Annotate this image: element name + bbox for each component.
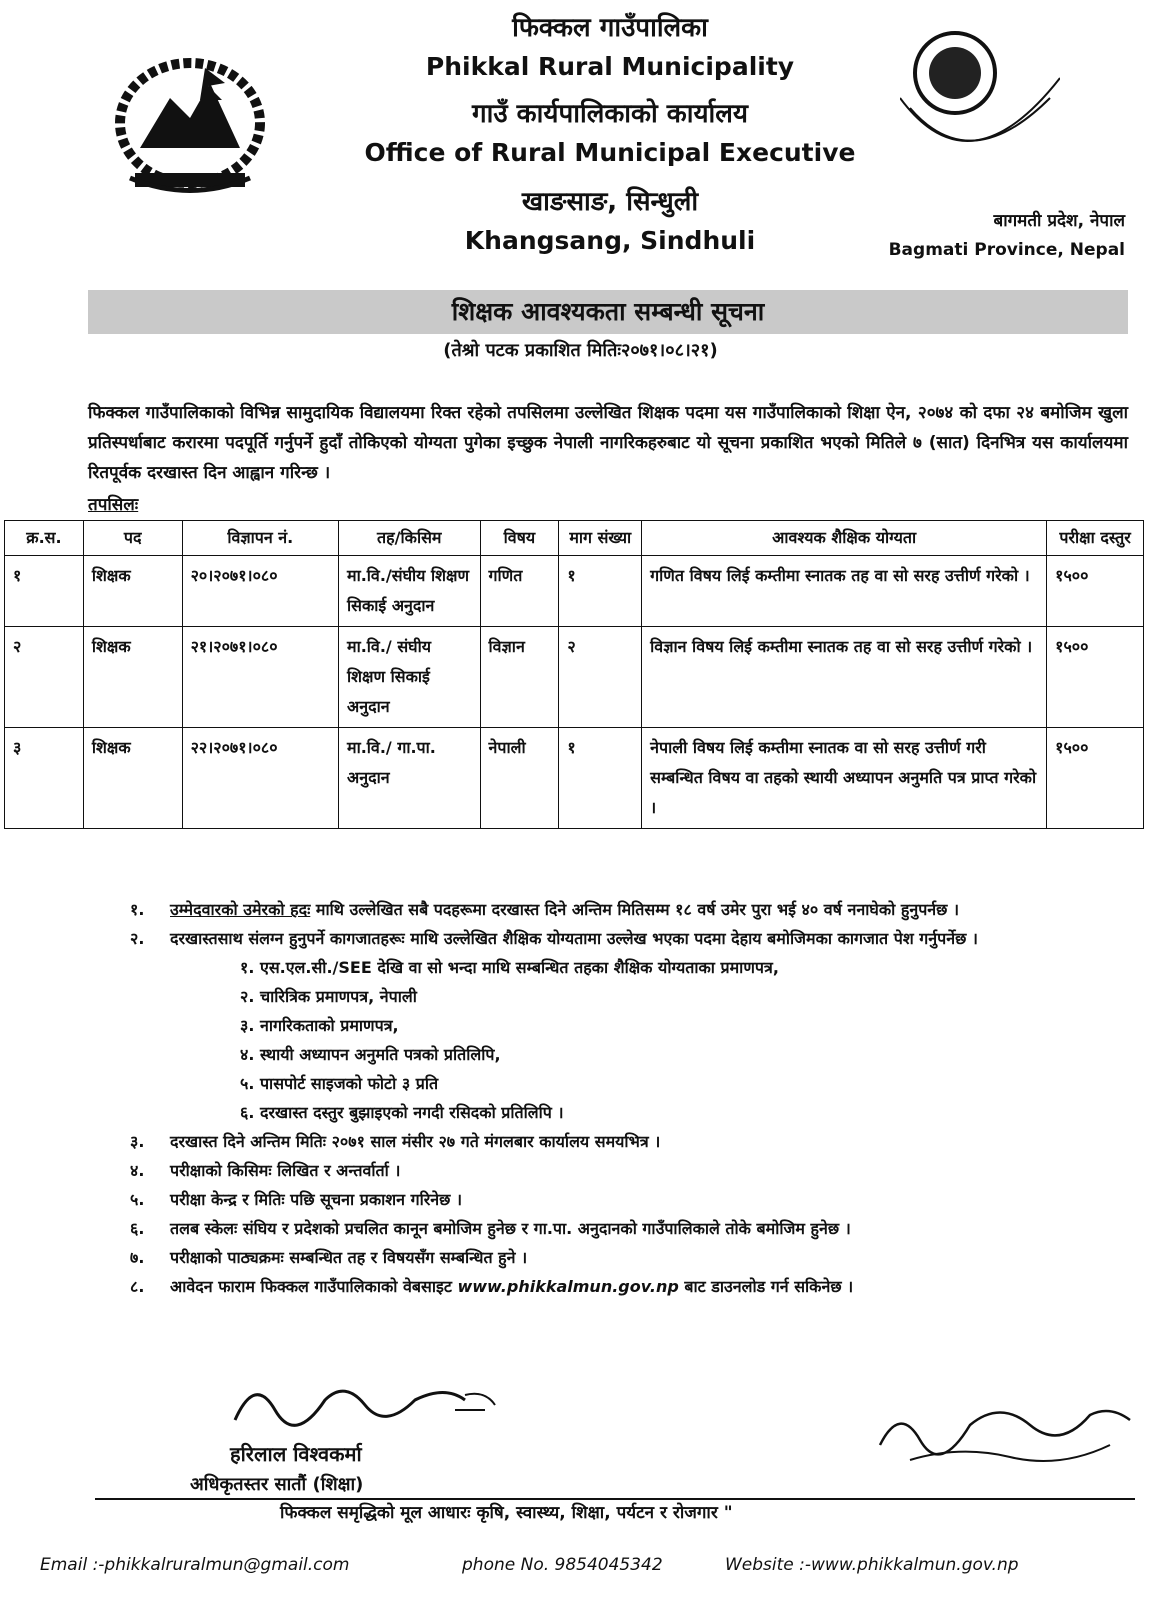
nepal-emblem-icon (100, 38, 280, 198)
note-item (130, 1185, 1140, 1214)
office-seal-icon (900, 18, 1060, 168)
tapsil-label: तपसिलः (88, 495, 139, 515)
note-item (130, 924, 1140, 953)
cell-level: मा.वि./ संघीय शिक्षण सिकाई अनुदान (339, 627, 481, 728)
documents-list (240, 953, 1140, 1127)
document-item: १. एस.एल.सी./SEE देखि वा सो भन्दा माथि सम्बन्धित तहका शैक्षिक योग्यताका प्रमाणपत्र, (240, 958, 779, 977)
note-text: आवेदन फाराम फिक्कल गाउँपालिकाको वेबसाइट (170, 1277, 458, 1296)
note-item (130, 1214, 1140, 1243)
note-item (130, 1156, 1140, 1185)
note-text: परीक्षाको पाठ्यक्रमः सम्बन्धित तह र विषयसँग सम्बन्धित हुने । (170, 1248, 528, 1267)
signatory-name: हरिलाल विश्वकर्मा (230, 1442, 362, 1466)
note-item (130, 895, 1140, 924)
table-row (5, 627, 1144, 728)
document-item: ४. स्थायी अध्यापन अनुमति पत्रको प्रतिलिपि, (240, 1045, 501, 1064)
intro-paragraph: फिक्कल गाउँपालिकाको विभिन्न सामुदायिक विद्यालयमा रिक्त रहेको तपसिलमा उल्लेखित शिक्षक पदमा यस गाउँपालिकाको शिक्षा ऐन, २०७४ को दफा २४ बमोजिम खुला प्रतिस्पर्धाबाट करारमा पदपूर्ति गर्नुपर्ने हुदाँ तोकिएको योग्यता पुगेका इच्छुक नेपाली नागरिकहरुबाट यो सूचना प्रकाशित भएको मितिले ७ (सात) दिनभित्र यस कार्यालयमा रितपूर्वक दरखास्त दिन आह्वान गरिन्छ । (88, 403, 1128, 483)
document-item: ३. नागरिकताको प्रमाणपत्र, (240, 1016, 399, 1035)
footer-phone: phone No. 9854045342 (462, 1555, 663, 1575)
col-header: आवश्यक शैक्षिक योग्यता (642, 521, 1047, 556)
note-text: माथि उल्लेखित सबै पदहरूमा दरखास्त दिने अन्तिम मितिसम्म १८ वर्ष उमेर पुरा भई ४० वर्ष ननाघेको हुनुपर्नछ । (310, 900, 960, 919)
province-np: बागमती प्रदेश, नेपाल (993, 211, 1125, 231)
document-item: २. चारित्रिक प्रमाणपत्र, नेपाली (240, 987, 417, 1006)
note-number: ८. (130, 1277, 145, 1296)
cell-level: मा.वि./ गा.पा. अनुदान (339, 728, 481, 829)
col-header: परीक्षा दस्तुर (1047, 521, 1144, 556)
note-text: परीक्षा केन्द्र र मितिः पछि सूचना प्रकाशन गरिनेछ । (170, 1190, 463, 1209)
note-number: १. (130, 900, 145, 919)
vacancy-table (4, 520, 1144, 829)
cell-qualification: नेपाली विषय लिई कम्तीमा स्नातक वा सो सरह उत्तीर्ण गरी सम्बन्धित विषय वा तहको स्थायी अध्यापन अनुमति पत्र प्राप्त गरेको । (642, 728, 1047, 829)
cell-demand: १ (559, 728, 642, 829)
cell-ad-no: २०।२०७१।०८० (182, 556, 338, 627)
cell-qualification: गणित विषय लिई कम्तीमा स्नातक तह वा सो सरह उत्तीर्ण गरेको । (642, 556, 1047, 627)
col-header: विज्ञापन नं. (182, 521, 338, 556)
table-row (5, 556, 1144, 627)
note-number: ७. (130, 1248, 145, 1267)
cell-qualification: विज्ञान विषय लिई कम्तीमा स्नातक तह वा सो सरह उत्तीर्ण गरेको । (642, 627, 1047, 728)
cell-subject: नेपाली (480, 728, 559, 829)
municipality-name-en: Phikkal Rural Municipality (425, 52, 795, 81)
note-number: ६. (130, 1219, 145, 1238)
table-header-row (5, 521, 1144, 556)
note-label: उम्मेदवारको उमेरको हदः (170, 900, 311, 919)
cell-subject: विज्ञान (480, 627, 559, 728)
cell-sn: १ (5, 556, 84, 627)
note-item (130, 1127, 1140, 1156)
col-header: विषय (480, 521, 559, 556)
signature-icon (870, 1385, 1140, 1475)
office-name-np: गाउँ कार्यपालिकाको कार्यालय (472, 99, 748, 129)
note-number: ३. (130, 1132, 145, 1151)
cell-post: शिक्षक (83, 728, 182, 829)
cell-ad-no: २१।२०७१।०८० (182, 627, 338, 728)
note-number: ४. (130, 1161, 145, 1180)
note-text: दरखास्तसाथ संलग्न हुनुपर्ने कागजातहरूः माथि उल्लेखित शैक्षिक योग्यतामा उल्लेख भएका पदमा देहाय बमोजिमका कागजात पेश गर्नुपर्नेछ । (170, 929, 978, 948)
footer-website[interactable]: Website :-www.phikkalmun.gov.np (725, 1555, 1019, 1575)
col-header: क्र.स. (5, 521, 84, 556)
note-number: २. (130, 929, 145, 948)
cell-fee: १५०० (1047, 556, 1144, 627)
note-text: बाट डाउनलोड गर्न सकिनेछ । (678, 1277, 854, 1296)
municipality-name-np: फिक्कल गाउँपालिका (512, 13, 708, 43)
cell-sn: २ (5, 627, 84, 728)
document-item: ५. पासपोर्ट साइजको फोटो ३ प्रति (240, 1074, 439, 1093)
cell-level: मा.वि./संघीय शिक्षण सिकाई अनुदान (339, 556, 481, 627)
note-item (130, 1243, 1140, 1272)
place-np: खाङसाङ, सिन्धुली (521, 187, 699, 217)
cell-demand: १ (559, 556, 642, 627)
cell-subject: गणित (480, 556, 559, 627)
note-number: ५. (130, 1190, 145, 1209)
document-item: ६. दरखास्त दस्तुर बुझाइएको नगदी रसिदको प्रतिलिपि । (240, 1103, 564, 1122)
col-header: तह/किसिम (339, 521, 481, 556)
notes-list (130, 895, 1140, 1301)
note-text: परीक्षाको किसिमः लिखित र अन्तर्वार्ता । (170, 1161, 401, 1180)
cell-ad-no: २२।२०७१।०८० (182, 728, 338, 829)
notice-subtitle: (तेश्रो पटक प्रकाशित मितिः२०७१।०८।२१) (443, 340, 718, 361)
col-header: माग संख्या (559, 521, 642, 556)
footer-email[interactable]: Email :-phikkalruralmun@gmail.com (40, 1555, 350, 1575)
note-text: तलब स्केलः संघिय र प्रदेशको प्रचलित कानून बमोजिम हुनेछ र गा.पा. अनुदानको गाउँपालिकाले तोके बमोजिम हुनेछ । (170, 1219, 851, 1238)
cell-sn: ३ (5, 728, 84, 829)
signature-icon (215, 1370, 515, 1450)
website-link[interactable]: www.phikkalmun.gov.np (457, 1277, 679, 1296)
office-name-en: Office of Rural Municipal Executive (364, 138, 856, 167)
cell-fee: १५०० (1047, 728, 1144, 829)
cell-demand: २ (559, 627, 642, 728)
table-row (5, 728, 1144, 829)
cell-fee: १५०० (1047, 627, 1144, 728)
notice-title: शिक्षक आवश्यकता सम्बन्धी सूचना (88, 290, 1128, 334)
province-en: Bagmati Province, Nepal (888, 240, 1125, 260)
cell-post: शिक्षक (83, 627, 182, 728)
note-text: दरखास्त दिने अन्तिम मितिः २०७१ साल मंसीर २७ गते मंगलबार कार्यालय समयभित्र । (170, 1132, 661, 1151)
cell-post: शिक्षक (83, 556, 182, 627)
footer-motto: फिक्कल समृद्धिको मूल आधारः कृषि, स्वास्थ्य, शिक्षा, पर्यटन र रोजगार " (280, 1503, 733, 1523)
col-header: पद (83, 521, 182, 556)
signatory-post: अधिकृतस्तर सातौं (शिक्षा) (190, 1474, 364, 1495)
place-en: Khangsang, Sindhuli (464, 226, 756, 255)
note-item (130, 1272, 1140, 1301)
